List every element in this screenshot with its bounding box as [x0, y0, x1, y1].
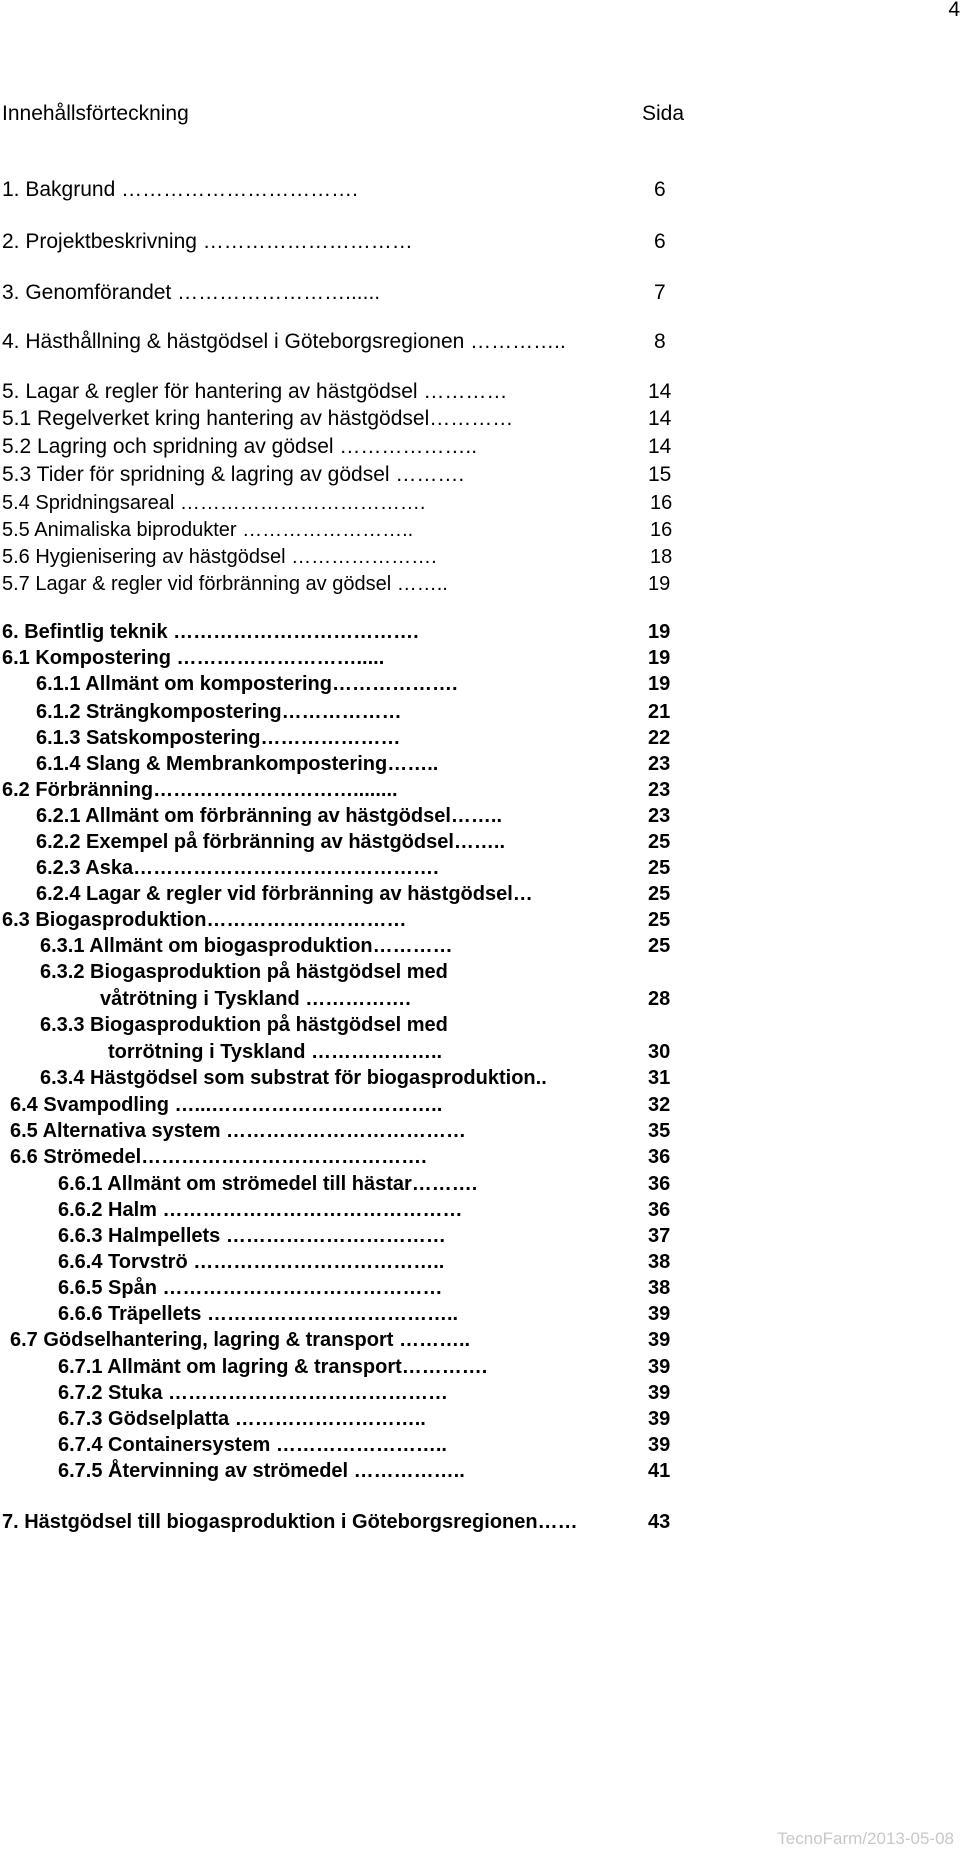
toc-entry-page: 38 — [648, 1251, 671, 1273]
toc-entry: 6.7.5 Återvinning av strömedel …………….. — [58, 1460, 465, 1482]
toc-entry-page: 28 — [648, 988, 671, 1010]
toc-entry: 6.3.2 Biogasproduktion på hästgödsel med — [40, 961, 448, 983]
toc-entry-page: 14 — [648, 435, 672, 458]
toc-entry: 6. Befintlig teknik ………………………………. — [2, 621, 419, 643]
toc-entry: 5.5 Animaliska biprodukter …………………….. — [2, 519, 414, 541]
toc-entry: torrötning i Tyskland ……………….. — [108, 1041, 443, 1063]
toc-entry: 7. Hästgödsel till biogasproduktion i Göteborgsregionen…… — [2, 1511, 578, 1533]
toc-entry: 6.1.4 Slang & Membrankompostering…….. — [36, 753, 439, 775]
toc-entry-page: 36 — [648, 1173, 671, 1195]
toc-entry-page: 32 — [648, 1094, 671, 1116]
toc-entry-page: 43 — [648, 1511, 671, 1533]
page-number: 4 — [948, 0, 960, 21]
toc-entry: 6.2.4 Lagar & regler vid förbränning av hästgödsel… — [36, 883, 533, 905]
toc-entry: 6.6.3 Halmpellets …………………………… — [58, 1225, 446, 1247]
toc-entry: 6.7.3 Gödselplatta ……………………….. — [58, 1408, 426, 1430]
toc-entry-page: 14 — [648, 407, 672, 430]
toc-entry-page: 8 — [654, 330, 666, 353]
watermark: TecnoFarm/2013-05-08 — [777, 1829, 954, 1848]
toc-entry: 5.6 Hygienisering av hästgödsel …………………. — [2, 546, 437, 568]
toc-entry: 6.2.1 Allmänt om förbränning av hästgödsel…….. — [36, 805, 503, 827]
toc-entry: 6.5 Alternativa system ……………………………… — [10, 1120, 467, 1142]
toc-entry-page: 36 — [648, 1146, 671, 1168]
toc-entry-page: 39 — [648, 1382, 671, 1404]
toc-entry: 6.3.1 Allmänt om biogasproduktion………… — [40, 935, 453, 957]
toc-entry: 6.6.1 Allmänt om strömedel till hästar………. — [58, 1173, 478, 1195]
toc-entry: 6.1.2 Strängkompostering……………… — [36, 701, 402, 723]
toc-entry-page: 25 — [648, 883, 671, 905]
toc-entry-page: 30 — [648, 1041, 671, 1063]
toc-entry: 6.2.2 Exempel på förbränning av hästgödsel…….. — [36, 831, 506, 853]
page-column-heading: Sida — [642, 102, 685, 125]
toc-entry-page: 23 — [648, 779, 671, 801]
toc-entry: 6.2.3 Aska………………………………………. — [36, 857, 439, 879]
toc-entry: 6.1.1 Allmänt om kompostering………………. — [36, 673, 458, 695]
toc-entry-page: 22 — [648, 727, 671, 749]
toc-entry-page: 39 — [648, 1408, 671, 1430]
toc-entry: 5.4 Spridningsareal ………………………………. — [2, 492, 426, 514]
toc-entry-page: 39 — [648, 1434, 671, 1456]
toc-entry-page: 37 — [648, 1225, 671, 1247]
toc-entry-page: 39 — [648, 1329, 671, 1351]
toc-entry: 3. Genomförandet ……………………...... — [2, 281, 381, 304]
toc-entry: 4. Hästhållning & hästgödsel i Göteborgsregionen ………….. — [2, 330, 566, 353]
toc-entry-page: 16 — [650, 492, 673, 514]
toc-entry: 6.6.2 Halm ……………………………………… — [58, 1199, 463, 1221]
toc-entry-page: 35 — [648, 1120, 671, 1142]
toc-entry-page: 25 — [648, 935, 671, 957]
toc-entry: våtrötning i Tyskland ……………. — [100, 988, 411, 1010]
toc-entry: 6.3.4 Hästgödsel som substrat för biogasproduktion.. — [40, 1067, 547, 1089]
toc-entry: 6.1 Kompostering ………………………..... — [2, 647, 385, 669]
toc-entry: 5. Lagar & regler för hantering av hästgödsel ………… — [2, 380, 508, 403]
toc-entry-page: 39 — [648, 1356, 671, 1378]
toc-heading: Innehållsförteckning — [2, 102, 189, 125]
toc-entry-page: 31 — [648, 1067, 671, 1089]
toc-entry-page: 25 — [648, 831, 671, 853]
toc-entry-page: 15 — [648, 463, 672, 486]
toc-entry-page: 16 — [650, 519, 673, 541]
toc-entry-page: 18 — [650, 546, 673, 568]
toc-entry-page: 6 — [654, 178, 666, 201]
toc-entry-page: 19 — [648, 673, 671, 695]
toc-entry-page: 36 — [648, 1199, 671, 1221]
toc-entry-page: 6 — [654, 230, 666, 253]
toc-entry: 5.1 Regelverket kring hantering av hästgödsel………… — [2, 407, 514, 430]
toc-entry-page: 38 — [648, 1277, 671, 1299]
toc-entry: 6.7.4 Containersystem …………………….. — [58, 1434, 447, 1456]
toc-entry: 6.7 Gödselhantering, lagring & transport ……….. — [10, 1329, 471, 1351]
toc-entry: 6.1.3 Satskompostering………………… — [36, 727, 401, 749]
toc-entry-page: 14 — [648, 380, 672, 403]
toc-entry: 6.2 Förbränning…………………………........ — [2, 779, 398, 801]
toc-entry: 6.3 Biogasproduktion………………………… — [2, 909, 407, 931]
toc-entry: 1. Bakgrund ……………………………. — [2, 178, 358, 201]
toc-entry: 6.7.2 Stuka …………………………………… — [58, 1382, 449, 1404]
toc-entry-page: 25 — [648, 857, 671, 879]
toc-entry: 6.6.4 Torvströ ……………………………….. — [58, 1251, 445, 1273]
toc-entry: 5.7 Lagar & regler vid förbränning av gödsel …….. — [2, 573, 448, 595]
toc-entry-page: 23 — [648, 753, 671, 775]
toc-entry-page: 21 — [648, 701, 671, 723]
toc-entry-page: 23 — [648, 805, 671, 827]
toc-entry: 6.7.1 Allmänt om lagring & transport…………. — [58, 1356, 488, 1378]
toc-entry: 6.6.5 Spån …………………………………… — [58, 1277, 443, 1299]
toc-entry-page: 19 — [648, 647, 671, 669]
toc-entry: 6.6 Strömedel……………………………………. — [10, 1146, 427, 1168]
toc-entry: 6.6.6 Träpellets ……………………………….. — [58, 1303, 459, 1325]
toc-entry: 5.3 Tider för spridning & lagring av gödsel ………. — [2, 463, 465, 486]
toc-entry-page: 19 — [648, 573, 671, 595]
toc-entry-page: 41 — [648, 1460, 671, 1482]
toc-entry-page: 39 — [648, 1303, 671, 1325]
toc-entry: 2. Projektbeskrivning ………………………… — [2, 230, 413, 253]
toc-entry: 6.4 Svampodling …...…………………………….. — [10, 1094, 443, 1116]
toc-entry-page: 19 — [648, 621, 671, 643]
toc-entry: 5.2 Lagring och spridning av gödsel ……………….. — [2, 435, 478, 458]
toc-entry-page: 7 — [654, 281, 666, 304]
toc-entry-page: 25 — [648, 909, 671, 931]
toc-entry: 6.3.3 Biogasproduktion på hästgödsel med — [40, 1014, 448, 1036]
